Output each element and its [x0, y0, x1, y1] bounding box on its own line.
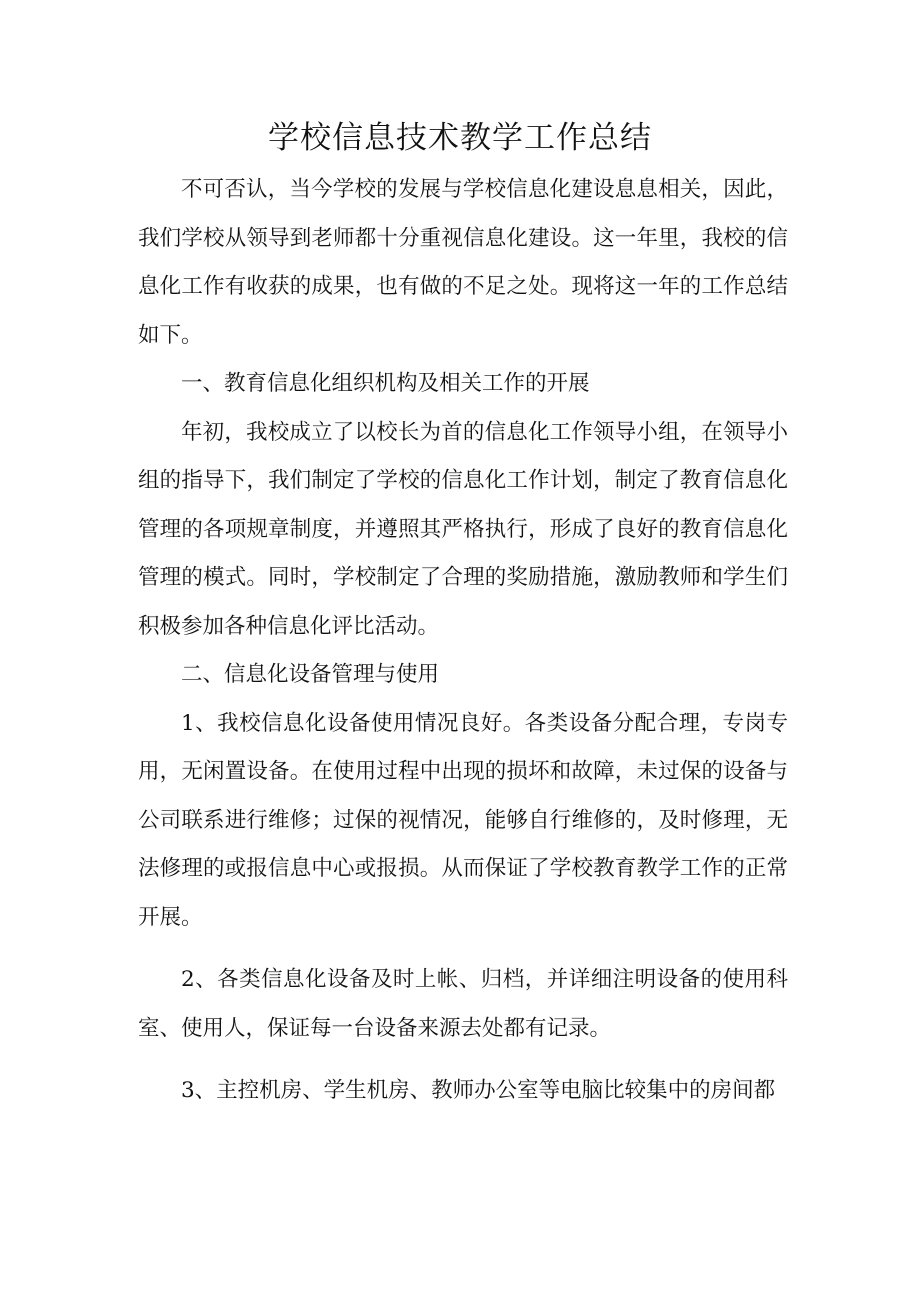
- section-2-item-2: 2、各类信息化设备及时上帐、归档，并详细注明设备的使用科室、使用人，保证每一台设备来源去处都有记录。: [138, 967, 788, 1041]
- document-body: [138, 166, 788, 1116]
- section-1-paragraph: 年初，我校成立了以校长为首的信息化工作领导小组，在领导小组的指导下，我们制定了学校的信息化工作计划，制定了教育信息化管理的各项规章制度，并遵照其严格执行，形成了良好的教育信息化管理的模式。同时，学校制定了合理的奖励措施，激励教师和学生们积极参加各种信息化评比活动。: [138, 419, 788, 639]
- intro-paragraph: 不可否认，当今学校的发展与学校信息化建设息息相关，因此，我们学校从领导到老师都十分重视信息化建设。这一年里，我校的信息化工作有收获的成果，也有做的不足之处。现将这一年的工作总结如下。: [138, 177, 788, 348]
- section-2-item-3: 3、主控机房、学生机房、教师办公室等电脑比较集中的房间都: [181, 1078, 776, 1103]
- section-heading-1: 一、教育信息化组织机构及相关工作的开展: [181, 371, 590, 396]
- section-2-item-1: 1、我校信息化设备使用情况良好。各类设备分配合理，专岗专用，无闲置设备。在使用过程中出现的损坏和故障，未过保的设备与公司联系进行维修；过保的视情况，能够自行维修的，及时修理，无法修理的或报信息中心或报损。从而保证了学校教育教学工作的正常开展。: [138, 710, 788, 930]
- section-heading-2: 二、信息化设备管理与使用: [181, 662, 440, 687]
- document-title: 学校信息技术教学工作总结: [268, 120, 652, 156]
